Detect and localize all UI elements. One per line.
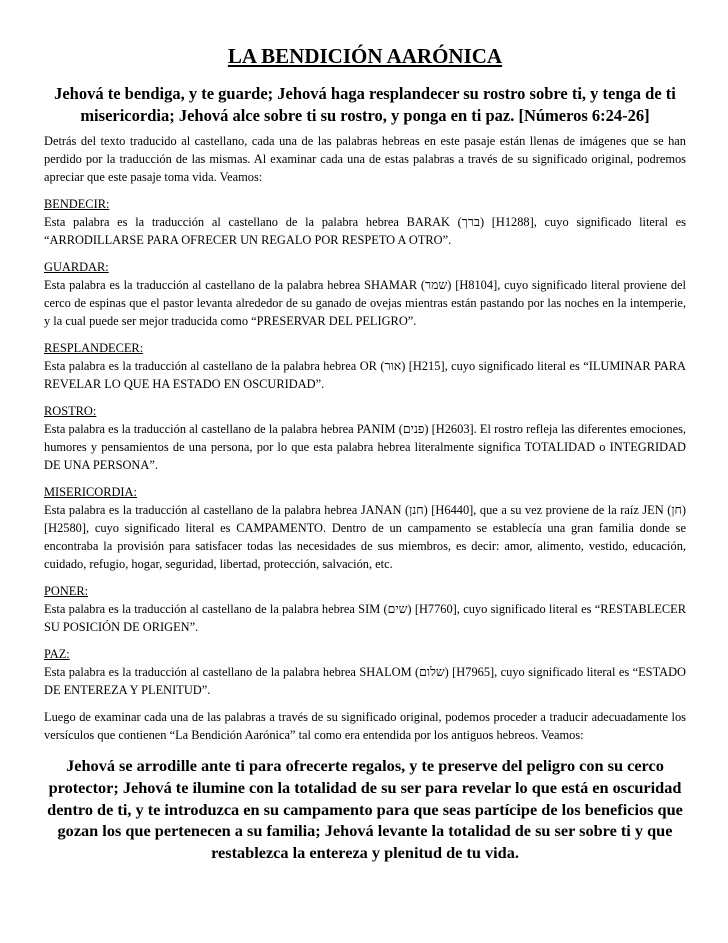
translated-blessing: Jehová se arrodille ante ti para ofrecerte regalos, y te preserve del peligro con su cerco protector; Jehová te ilumine con la totalidad de su ser para revelar lo que está en oscuridad dentro de ti, y te introduzca en su campamento para que seas partícipe de los beneficios que gozan los que pertenecen a su familia; Jehová levante la totalidad de su ser sobre ti y que restablezca la entereza y plenitud de tu vida. — [47, 756, 683, 863]
section-paz — [44, 645, 686, 699]
term-heading: PAZ: — [44, 647, 70, 661]
section-resplandecer — [44, 339, 686, 393]
page-title: LA BENDICIÓN AARÓNICA — [227, 44, 503, 68]
section-bendecir — [44, 195, 686, 249]
term-definition: Esta palabra es la traducción al castellano de la palabra hebrea PANIM (פנים) [H2603]. El rostro refleja las diferentes emociones, humores y pensamientos de una persona, por lo que esta palabra hebrea literalmente significa TOTALIDAD o INTEGRIDAD DE UNA PERSONA”. — [44, 422, 686, 472]
scripture-verse: Jehová te bendiga, y te guarde; Jehová haga resplandecer su rostro sobre ti, y tenga de ti misericordia; Jehová alce sobre ti su rostro, y ponga en ti paz. [Números 6:24-26] — [54, 84, 676, 125]
closing-paragraph: Luego de examinar cada una de las palabras a través de su significado original, podemos proceder a traducir adecuadamente los versículos que contienen “La Bendición Aarónica” tal como era entendida por los antiguos hebreos. Veamos: — [44, 710, 686, 742]
section-rostro — [44, 402, 686, 474]
term-heading: ROSTRO: — [44, 404, 97, 418]
term-definition: Esta palabra es la traducción al castellano de la palabra hebrea OR (אור) [H215], cuyo significado literal es “ILUMINAR PARA REVELAR LO QUE HA ESTADO EN OSCURIDAD”. — [44, 359, 686, 391]
term-heading: RESPLANDECER: — [44, 341, 144, 355]
term-definition: Esta palabra es la traducción al castellano de la palabra hebrea SIM (שים) [H7760], cuyo significado literal es “RESTABLECER SU POSICIÓN DE ORIGEN”. — [44, 602, 686, 634]
term-heading: BENDECIR: — [44, 197, 110, 211]
section-misericordia — [44, 483, 686, 573]
term-heading: PONER: — [44, 584, 89, 598]
intro-paragraph: Detrás del texto traducido al castellano, cada una de las palabras hebreas en este pasaje están llenas de imágenes que se han perdido por la traducción de las mismas. Al examinar cada una de estas palabras a través de su significado original, podremos apreciar que este pasaje toma vida. Veamos: — [44, 134, 686, 184]
term-definition: Esta palabra es la traducción al castellano de la palabra hebrea BARAK (ברך) [H1288], cuyo significado literal es “ARRODILLARSE PARA OFRECER UN REGALO POR RESPETO A OTRO”. — [44, 215, 686, 247]
section-guardar — [44, 258, 686, 330]
section-poner — [44, 582, 686, 636]
term-definition: Esta palabra es la traducción al castellano de la palabra hebrea JANAN (חנן) [H6440], que a su vez proviene de la raíz JEN (חן) [H2580], cuyo significado literal es CAMPAMENTO. Dentro de un campamento se establecía una gran familia donde se encontraba la provisión para satisfacer todas las necesidades de sus miembros, es decir: amor, alimento, vestido, educación, cuidado, refugio, hogar, seguridad, libertad, protección, salvación, etc. — [44, 503, 686, 571]
term-definition: Esta palabra es la traducción al castellano de la palabra hebrea SHAMAR (שמר) [H8104], cuyo significado literal proviene del cerco de espinas que el pastor levanta alrededor de su ganado de ovejas mientras están pastando por las noches en la intemperie, y la cual puede ser mejor traducida como “PRESERVAR DEL PELIGRO”. — [44, 278, 686, 328]
document-page — [44, 0, 686, 864]
term-heading: MISERICORDIA: — [44, 485, 137, 499]
term-definition: Esta palabra es la traducción al castellano de la palabra hebrea SHALOM (שלום) [H7965], cuyo significado literal es “ESTADO DE ENTEREZA Y PLENITUD”. — [44, 665, 686, 697]
term-heading: GUARDAR: — [44, 260, 109, 274]
